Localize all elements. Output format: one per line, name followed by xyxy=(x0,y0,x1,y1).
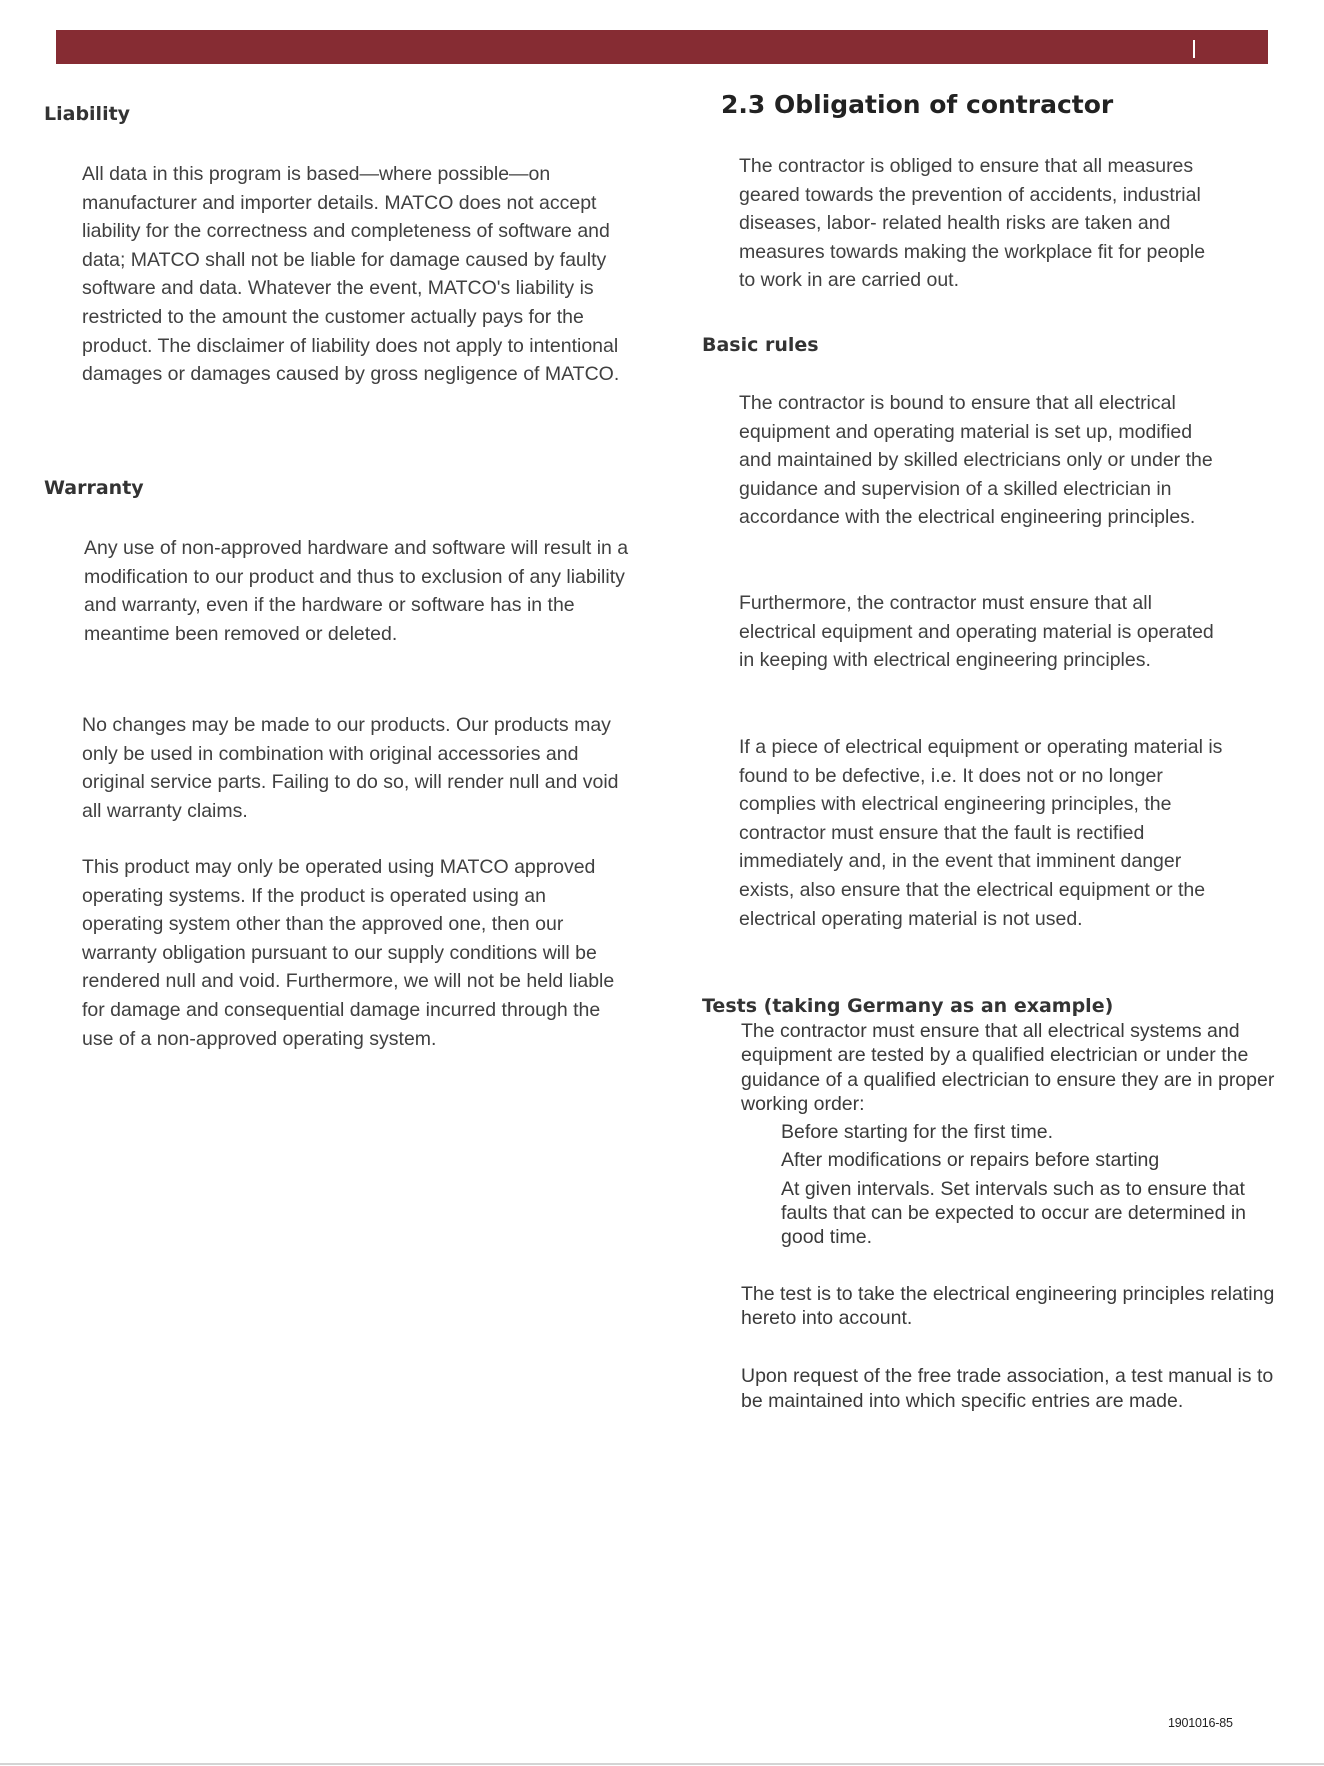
warranty-paragraph-2: No changes may be made to our products. Our products may only be used in combination with original accessories and original service parts. Failing to do so, will render null and void all warranty claims. xyxy=(82,714,619,822)
tests-paragraph-1: The test is to take the electrical engineering principles relating hereto into account. xyxy=(741,1282,1275,1329)
tests-section xyxy=(741,1019,1281,1413)
header-divider-mark xyxy=(1193,40,1195,58)
tests-list-item: At given intervals. Set intervals such as to ensure that faults that can be expected to occur are determined in good time. xyxy=(781,1177,1247,1249)
section-title: 2.3 Obligation of contractor xyxy=(721,90,1114,119)
tests-heading: Tests (taking Germany as an example) xyxy=(702,995,1114,1017)
liability-heading: Liability xyxy=(44,103,131,125)
obligation-intro-paragraph: The contractor is obliged to ensure that all measures geared towards the prevention of accidents, industrial diseases, labor- related health risks are taken and measures towards making the workplace fit for people to work in are carried out. xyxy=(739,155,1206,292)
basic-rules-paragraph-2: Furthermore, the contractor must ensure that all electrical equipment and operating material is operated in keeping with electrical engineering principles. xyxy=(739,592,1214,672)
tests-list xyxy=(741,1120,1281,1249)
document-code: 1901016-85 xyxy=(1168,1716,1233,1730)
warranty-paragraph-3: This product may only be operated using MATCO approved operating systems. If the product is operated using an operating system other than the approved one, then our warranty obligation pursuant to our supply conditions will be rendered null and void. Furthermore, we will not be held liable for damage and consequential damage incurred through the use of a non-approved operating system. xyxy=(82,856,615,1050)
basic-rules-heading: Basic rules xyxy=(702,334,819,356)
header-bar xyxy=(56,30,1268,64)
basic-rules-paragraph-3: If a piece of electrical equipment or operating material is found to be defective, i.e. It does not or no longer complies with electrical engineering principles, the contractor must ensure that the fault is rectified immediately and, in the event that imminent danger exists, also ensure that the electrical equipment or the electrical operating material is not used. xyxy=(739,736,1223,930)
bottom-rule xyxy=(0,1763,1324,1765)
tests-intro-paragraph: The contractor must ensure that all electrical systems and equipment are tested by a qualified electrician or under the guidance of a qualified electrician to ensure they are in proper working order: xyxy=(741,1020,1275,1115)
tests-paragraph-2: Upon request of the free trade association, a test manual is to be maintained into which specific entries are made. xyxy=(741,1365,1274,1412)
liability-paragraph: All data in this program is based—where possible—on manufacturer and importer details. MATCO does not accept liability for the correctness and completeness of software and data; MATCO shall not be liable for damage caused by faulty software and data. Whatever the event, MATCO's liability is restricted to the amount the customer actually pays for the product. The disclaimer of liability does not apply to intentional damages or damages caused by gross negligence of MATCO. xyxy=(82,163,620,386)
basic-rules-paragraph-1: The contractor is bound to ensure that all electrical equipment and operating material is set up, modified and maintained by skilled electricians only or under the guidance and supervision of a skilled electrician in accordance with the electrical engineering principles. xyxy=(739,392,1213,529)
tests-list-item: After modifications or repairs before starting xyxy=(781,1149,1160,1172)
warranty-heading: Warranty xyxy=(44,477,144,499)
warranty-paragraph-1: Any use of non-approved hardware and software will result in a modification to our product and thus to exclusion of any liability and warranty, even if the hardware or software has in the meantime been removed or deleted. xyxy=(84,537,629,645)
tests-list-item: Before starting for the first time. xyxy=(781,1121,1054,1144)
